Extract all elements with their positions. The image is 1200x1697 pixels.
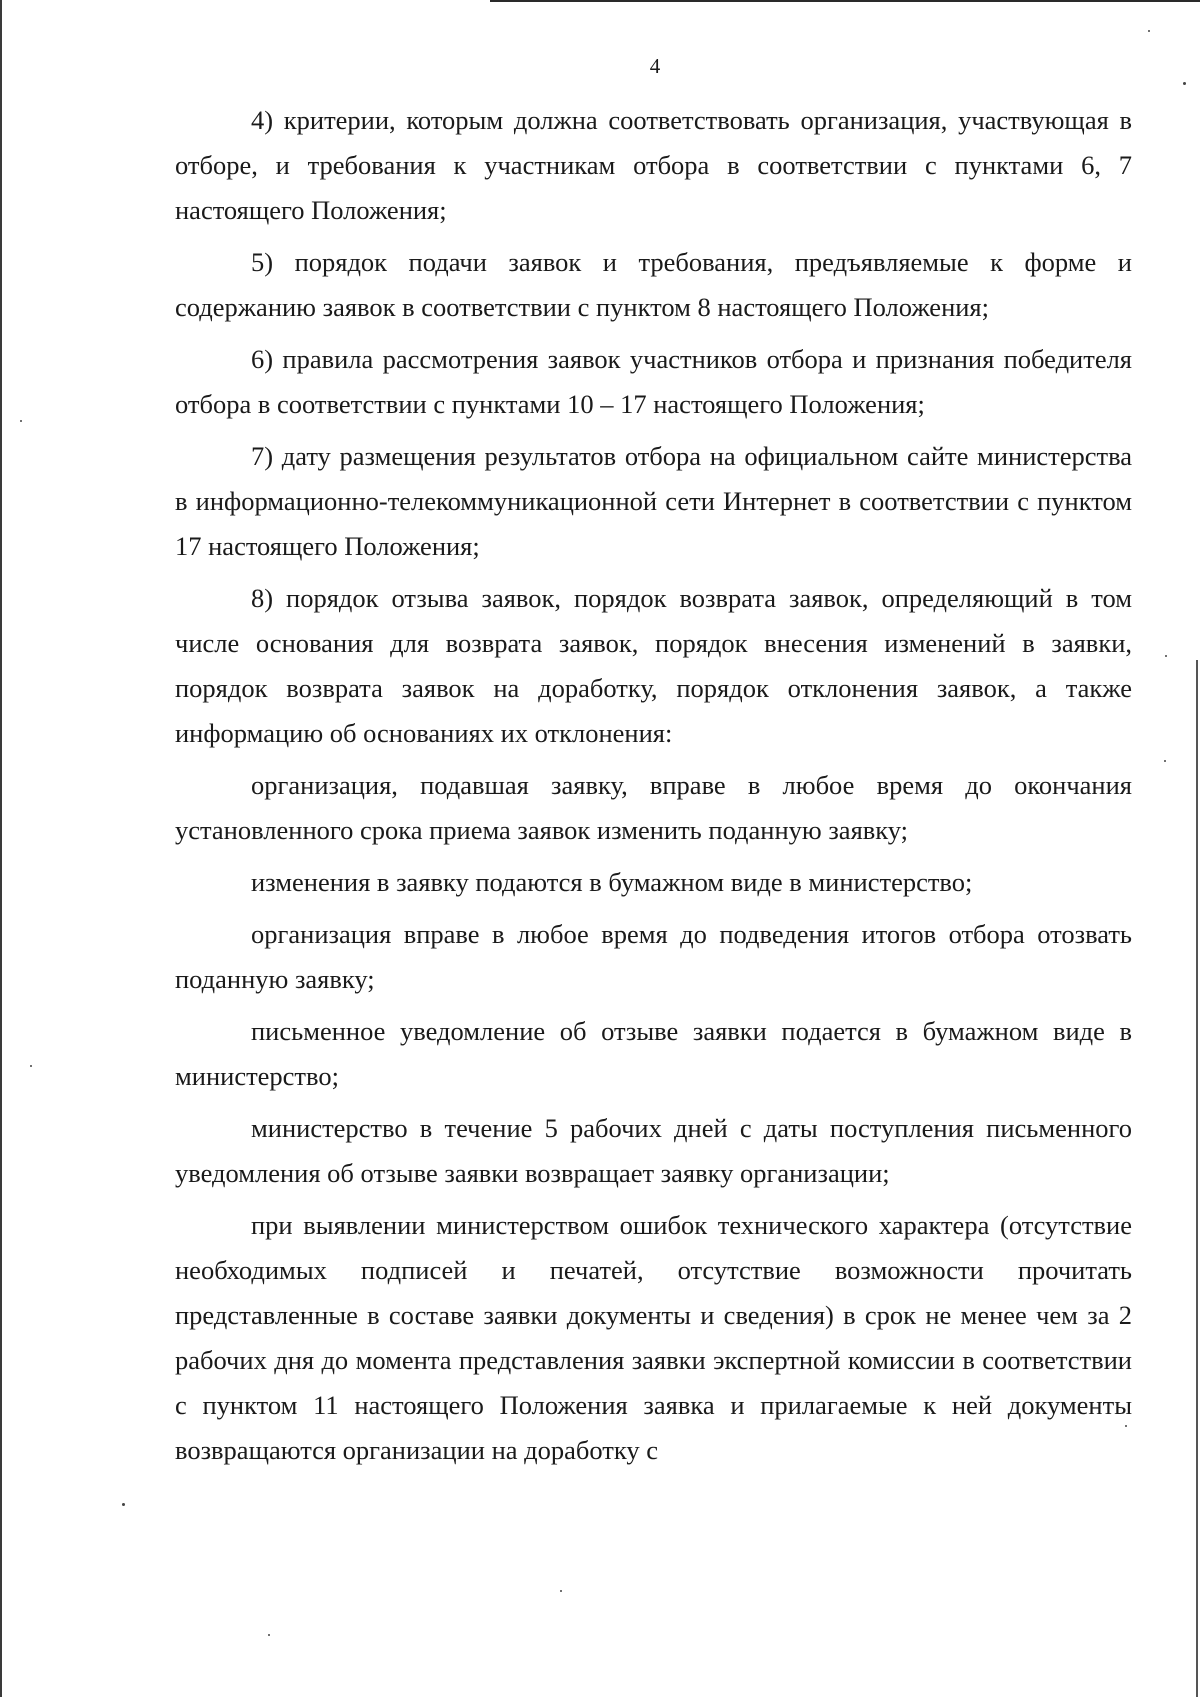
scan-speck xyxy=(1165,655,1167,657)
paragraph-withdrawal-notice: письменное уведомление об отзыве заявки подается в бумажном виде в министерство; xyxy=(175,1016,1132,1091)
page-number: 4 xyxy=(649,54,661,78)
paragraph-technical-errors: при выявлении министерством ошибок технического характера (отсутствие необходимых подписей и печатей, отсутствие возможности прочитать представленные в составе заявки документы и сведения) в срок не менее чем за 2 рабочих дня до момента представления заявки экспертной комиссии в соответствии с пунктом 11 настоящего Положения заявка и прилагаемые к ней документы возвращаются организации на доработку с xyxy=(175,1210,1132,1465)
paragraph-changes-paper-form: изменения в заявку подаются в бумажном виде в министерство; xyxy=(251,867,973,897)
document-body xyxy=(175,98,1132,1475)
scan-speck xyxy=(1183,82,1186,85)
scan-speck xyxy=(1164,760,1166,762)
scan-edge-left xyxy=(0,0,2,1697)
scan-edge-top xyxy=(490,0,1200,2)
paragraph-withdraw-application: организация вправе в любое время до подведения итогов отбора отозвать поданную заявку; xyxy=(175,919,1132,994)
paragraph-item-5-submission-order: 5) порядок подачи заявок и требования, предъявляемые к форме и содержанию заявок в соответствии с пунктом 8 настоящего Положения; xyxy=(175,247,1132,322)
paragraph-return-within-5-days: министерство в течение 5 рабочих дней с даты поступления письменного уведомления об отзыве заявки возвращает заявку организации; xyxy=(175,1113,1132,1188)
paragraph-change-application: организация, подавшая заявку, вправе в любое время до окончания установленного срока приема заявок изменить поданную заявку; xyxy=(175,770,1132,845)
paragraph-item-4-criteria: 4) критерии, которым должна соответствовать организация, участвующая в отборе, и требования к участникам отбора в соответствии с пунктами 6, 7 настоящего Положения; xyxy=(175,105,1132,225)
scan-speck xyxy=(560,1590,562,1592)
scan-speck xyxy=(122,1503,125,1506)
paragraph-item-7-results-date: 7) дату размещения результатов отбора на официальном сайте министерства в информационно-телекоммуникационной сети Интернет в соответствии с пунктом 17 настоящего Положения; xyxy=(175,441,1132,561)
scan-speck xyxy=(30,1065,32,1067)
scan-speck xyxy=(1125,1425,1127,1427)
paragraph-item-8-withdrawal-order: 8) порядок отзыва заявок, порядок возврата заявок, определяющий в том числе основания для возврата заявок, порядок внесения изменений в заявки, порядок возврата заявок на доработку, порядок отклонения заявок, а также информацию об основаниях их отклонения: xyxy=(175,583,1132,748)
scan-speck xyxy=(20,420,22,422)
scan-edge-right xyxy=(1196,660,1198,1697)
paragraph-item-6-review-rules: 6) правила рассмотрения заявок участников отбора и признания победителя отбора в соответствии с пунктами 10 – 17 настоящего Положения; xyxy=(175,344,1132,419)
scan-speck xyxy=(268,1634,270,1636)
scan-speck xyxy=(1148,30,1150,32)
